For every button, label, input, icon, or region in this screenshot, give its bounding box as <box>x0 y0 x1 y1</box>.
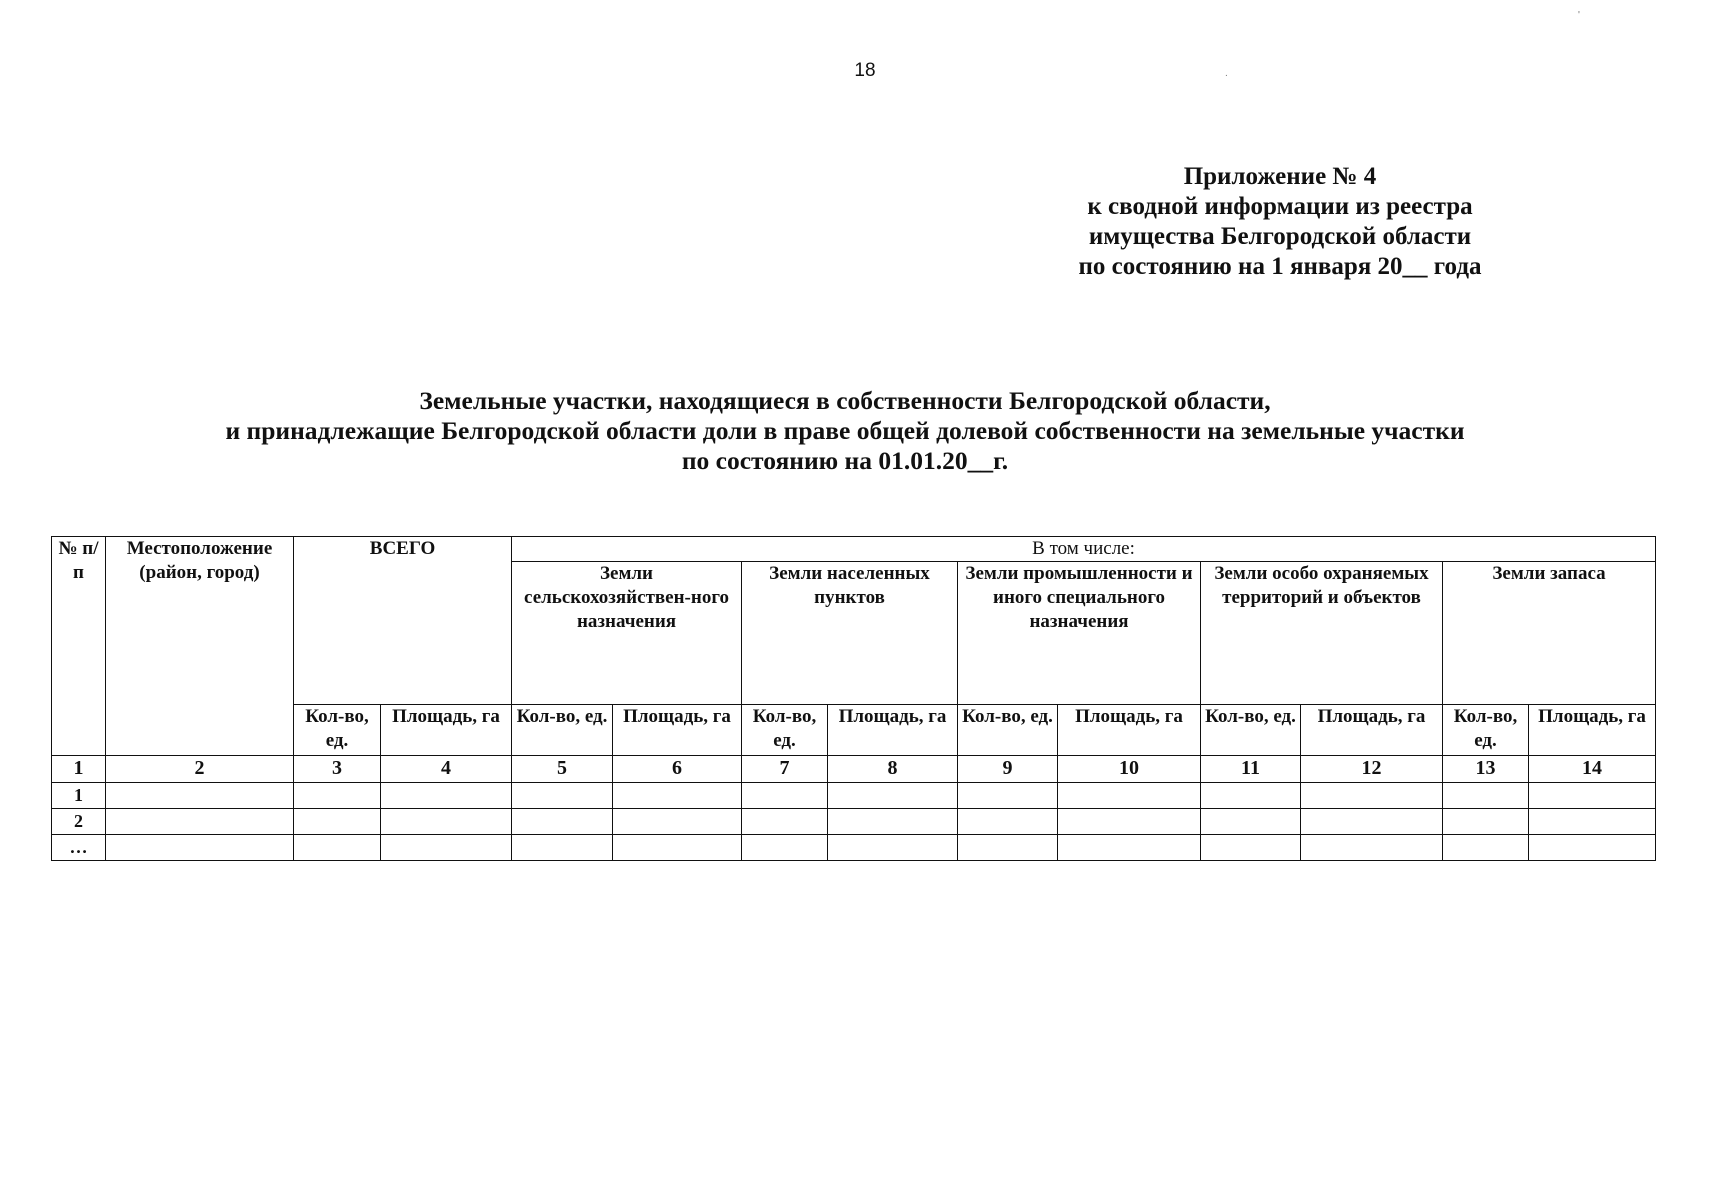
column-number: 13 <box>1443 756 1529 783</box>
table-cell <box>1058 835 1201 861</box>
title-line: по состоянию на 01.01.20__г. <box>681 446 1009 475</box>
header-area: Площадь, га <box>1058 705 1201 756</box>
table-cell <box>1201 783 1301 809</box>
column-number: 6 <box>613 756 742 783</box>
header-area: Площадь, га <box>1529 705 1656 756</box>
table-cell <box>294 835 381 861</box>
page-number: 18 <box>854 60 876 81</box>
header-count: Кол-во, ед. <box>1201 705 1301 756</box>
table-cell <box>1301 835 1443 861</box>
table-cell <box>958 835 1058 861</box>
table-cell <box>1529 783 1656 809</box>
row-number: 2 <box>52 809 106 835</box>
table-cell <box>1443 809 1529 835</box>
land-registry-table <box>51 536 1656 861</box>
header-count: Кол-во, ед. <box>294 705 381 756</box>
column-number: 11 <box>1201 756 1301 783</box>
table-cell <box>613 809 742 835</box>
table-cell <box>1058 783 1201 809</box>
table-cell <box>958 783 1058 809</box>
table-cell <box>294 809 381 835</box>
table-cell <box>1529 835 1656 861</box>
table-cell <box>381 835 512 861</box>
table-cell <box>613 783 742 809</box>
header-area: Площадь, га <box>613 705 742 756</box>
column-number: 8 <box>828 756 958 783</box>
column-number: 4 <box>381 756 512 783</box>
column-number-row <box>52 756 1656 783</box>
table-cell <box>294 783 381 809</box>
appendix-line: имущества Белгородской области <box>1088 223 1472 250</box>
column-number: 2 <box>106 756 294 783</box>
column-number: 14 <box>1529 756 1656 783</box>
header-area: Площадь, га <box>1301 705 1443 756</box>
table-cell <box>1201 809 1301 835</box>
header-group-industrial: Земли промышленности и иного специального назначения <box>958 562 1201 705</box>
table-cell <box>828 809 958 835</box>
document-title <box>0 386 1690 476</box>
table-cell <box>1301 783 1443 809</box>
header-count: Кол-во, ед. <box>742 705 828 756</box>
table-cell <box>381 783 512 809</box>
table-row <box>52 835 1656 861</box>
title-line: Земельные участки, находящиеся в собственности Белгородской области, <box>419 386 1271 415</box>
row-number: 1 <box>52 783 106 809</box>
header-total: ВСЕГО <box>294 537 512 705</box>
table-row <box>52 809 1656 835</box>
table-cell <box>742 783 828 809</box>
header-group-reserve: Земли запаса <box>1443 562 1656 705</box>
table-cell <box>1301 809 1443 835</box>
column-number: 9 <box>958 756 1058 783</box>
header-count: Кол-во, ед. <box>1443 705 1529 756</box>
scan-speck: . <box>1225 68 1228 79</box>
table-cell <box>958 809 1058 835</box>
column-number: 5 <box>512 756 613 783</box>
table-row <box>52 783 1656 809</box>
table-cell <box>613 835 742 861</box>
appendix-line: к сводной информации из реестра <box>1087 193 1473 220</box>
table-cell <box>742 809 828 835</box>
table-cell <box>106 783 294 809</box>
column-number: 7 <box>742 756 828 783</box>
column-number: 3 <box>294 756 381 783</box>
table-cell <box>828 835 958 861</box>
header-location: Местоположение (район, город) <box>106 537 294 756</box>
header-group-protected: Земли особо охраняемых территорий и объектов <box>1201 562 1443 705</box>
table-cell <box>106 835 294 861</box>
header-including: В том числе: <box>512 537 1656 562</box>
column-number: 10 <box>1058 756 1201 783</box>
table-cell <box>1443 783 1529 809</box>
table-cell <box>512 809 613 835</box>
table-cell <box>106 809 294 835</box>
column-number: 1 <box>52 756 106 783</box>
table-cell <box>828 783 958 809</box>
scan-speck: ' <box>1578 10 1580 21</box>
header-area: Площадь, га <box>381 705 512 756</box>
header-group-settlements: Земли населенных пунктов <box>742 562 958 705</box>
header-number: № п/п <box>52 537 106 756</box>
header-count: Кол-во, ед. <box>958 705 1058 756</box>
table-cell <box>512 783 613 809</box>
appendix-heading <box>1040 162 1520 282</box>
title-line: и принадлежащие Белгородской области доли в праве общей долевой собственности на земельные участки <box>225 416 1465 445</box>
table-cell <box>512 835 613 861</box>
header-area: Площадь, га <box>828 705 958 756</box>
table-cell <box>1529 809 1656 835</box>
table-cell <box>1443 835 1529 861</box>
appendix-line: по состоянию на 1 января 20__ года <box>1078 253 1482 280</box>
table-cell <box>1201 835 1301 861</box>
appendix-line: Приложение № 4 <box>1183 163 1377 190</box>
column-number: 12 <box>1301 756 1443 783</box>
table-cell <box>1058 809 1201 835</box>
header-group-agricultural: Земли сельскохозяйствен-ного назначения <box>512 562 742 705</box>
table-cell <box>381 809 512 835</box>
header-count: Кол-во, ед. <box>512 705 613 756</box>
row-number: … <box>52 835 106 861</box>
table-cell <box>742 835 828 861</box>
